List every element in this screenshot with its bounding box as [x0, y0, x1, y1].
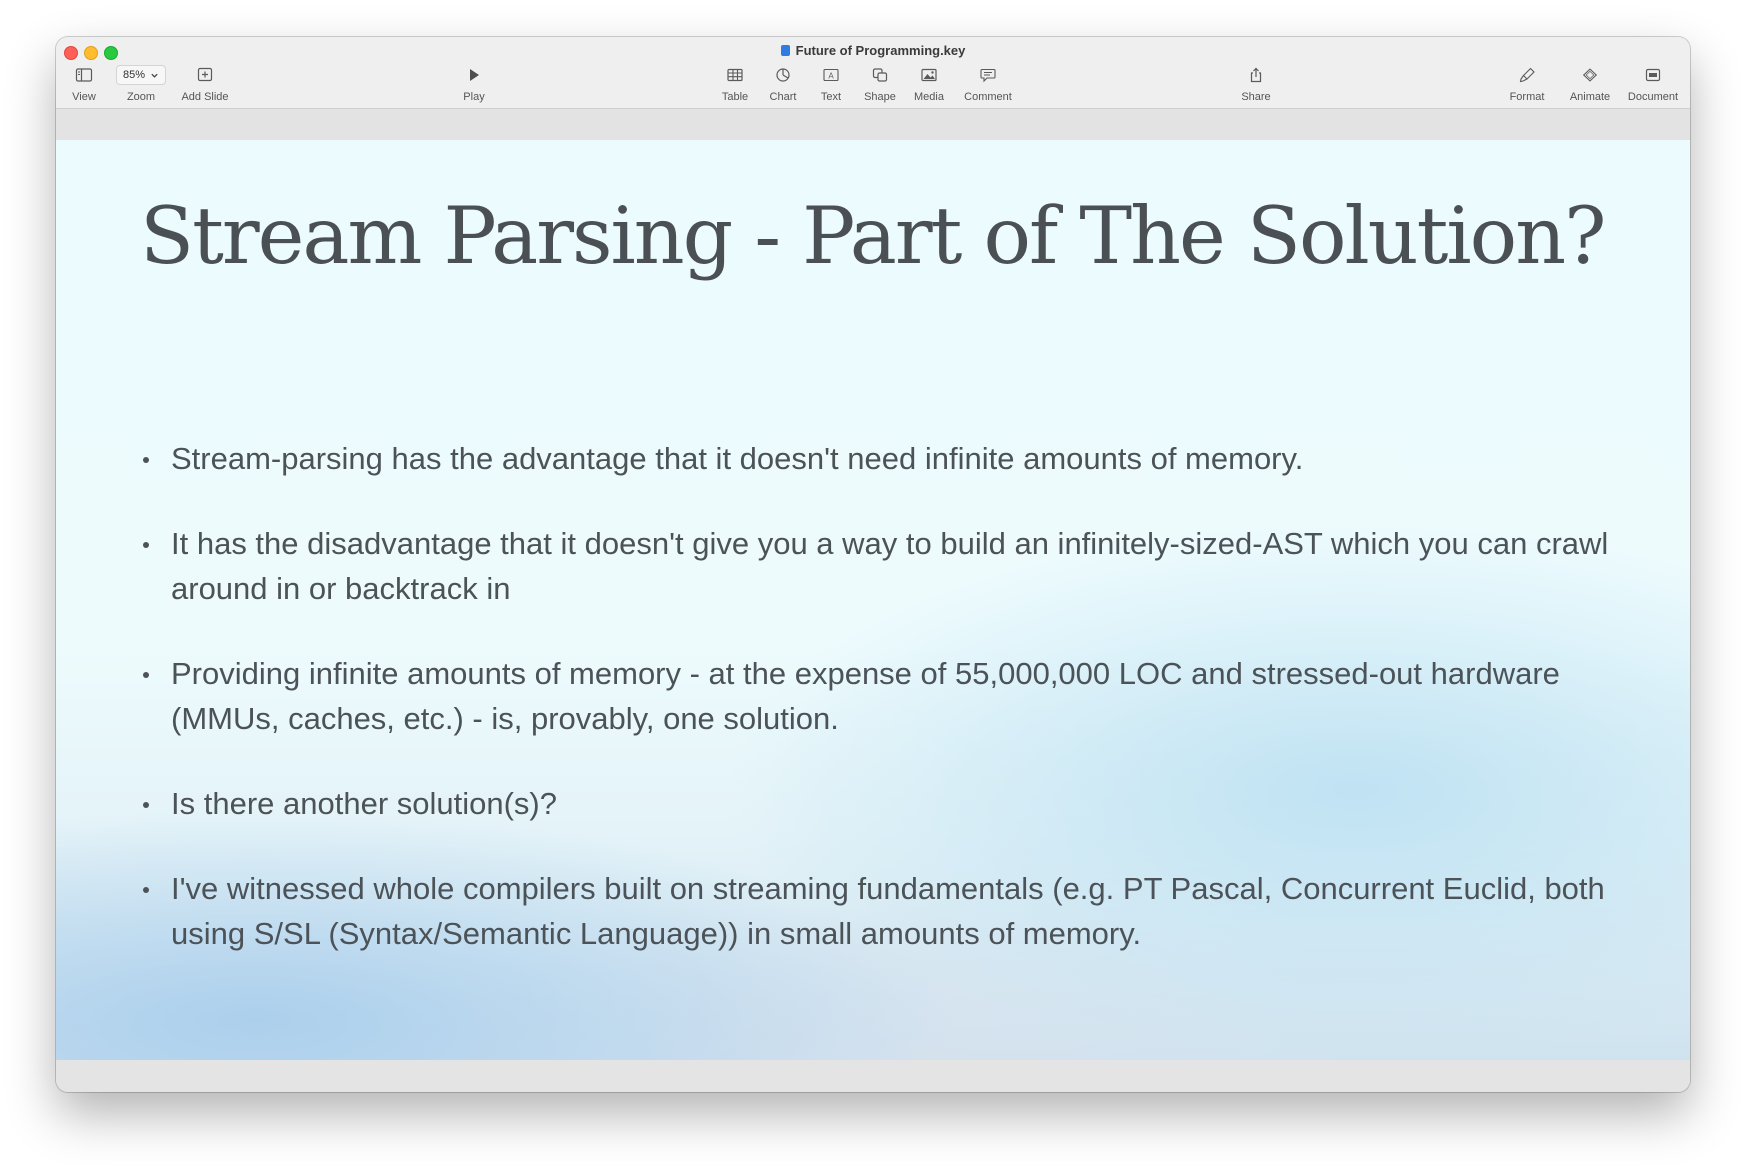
bullet-item: I've witnessed whole compilers built on streaming fundamentals (e.g. PT Pascal, Concurrent Euclid, both using S/SL (Syntax/Semantic Language)) in small amounts of memory.: [140, 866, 1620, 956]
bullet-item: Is there another solution(s)?: [140, 781, 1620, 826]
canvas-bottom-margin: [56, 1060, 1690, 1092]
view-label: View: [72, 91, 96, 103]
share-icon: [1221, 65, 1291, 85]
svg-text:A: A: [828, 71, 834, 81]
toolbar: [56, 37, 1690, 109]
speech-bubble-icon: [953, 65, 1023, 85]
zoom-label: Zoom: [126, 91, 156, 103]
chevron-down-icon: [150, 71, 159, 80]
shape-label: Shape: [864, 91, 896, 103]
play-label: Play: [463, 91, 485, 103]
window-title: [56, 43, 1690, 58]
plus-square-icon: [170, 65, 240, 85]
chart-label: Chart: [769, 91, 797, 103]
zoom-control[interactable]: [106, 65, 176, 103]
zoom-select[interactable]: [116, 65, 166, 85]
slide-title[interactable]: Stream Parsing - Part of The Solution?: [140, 190, 1605, 282]
animate-button[interactable]: [1555, 65, 1625, 103]
add-slide-button[interactable]: [170, 65, 240, 103]
animate-label: Animate: [1569, 91, 1611, 103]
keynote-document-icon: [781, 45, 790, 56]
play-button[interactable]: [439, 65, 509, 103]
comment-label: Comment: [964, 91, 1012, 103]
diamond-icon: [1555, 65, 1625, 85]
format-button[interactable]: [1492, 65, 1562, 103]
document-label: Document: [1627, 91, 1679, 103]
zoom-value: 85%: [122, 69, 146, 81]
media-label: Media: [914, 91, 944, 103]
comment-button[interactable]: [953, 65, 1023, 103]
document-button[interactable]: [1618, 65, 1688, 103]
slide-body[interactable]: [140, 436, 1620, 996]
bullet-item: It has the disadvantage that it doesn't give you a way to build an infinitely-sized-AST which you can crawl around in or backtrack in: [140, 521, 1620, 611]
slide-canvas[interactable]: [56, 140, 1690, 1060]
format-label: Format: [1509, 91, 1545, 103]
window-title-text: Future of Programming.key: [795, 43, 966, 58]
share-button[interactable]: [1221, 65, 1291, 103]
document-panel-icon: [1618, 65, 1688, 85]
keynote-window: [56, 37, 1690, 1092]
share-label: Share: [1241, 91, 1271, 103]
canvas-top-margin: [56, 109, 1690, 140]
play-icon: [439, 65, 509, 85]
table-label: Table: [721, 91, 749, 103]
text-label: Text: [820, 91, 842, 103]
add-slide-label: Add Slide: [181, 91, 229, 103]
bullet-item: Stream-parsing has the advantage that it doesn't need infinite amounts of memory.: [140, 436, 1620, 481]
paintbrush-icon: [1492, 65, 1562, 85]
bullet-item: Providing infinite amounts of memory - at the expense of 55,000,000 LOC and stressed-out hardware (MMUs, caches, etc.) - is, provably, one solution.: [140, 651, 1620, 741]
